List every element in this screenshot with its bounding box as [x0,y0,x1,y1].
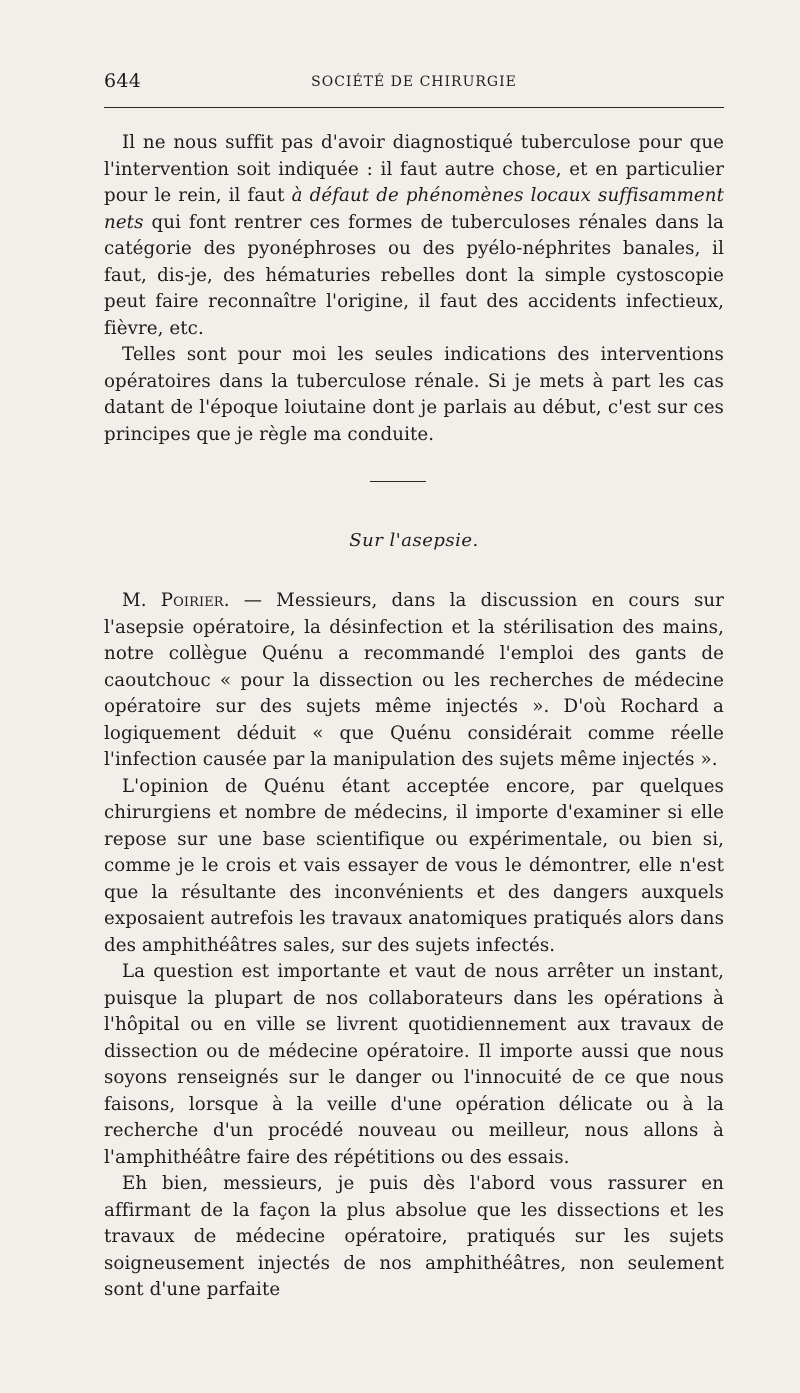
page-header [104,68,724,98]
header-rule [104,107,724,108]
paragraph: La question est importante et vaut de nous arrêter un instant, puisque la plupart de nos collaborateurs dans les opérations à l'hôpital ou en ville se livrent quotidiennement aux travaux de dissection ou de médecine opératoire. Il importe aussi que nous soyons renseignés sur le danger ou l'innocuité de ce que nous faisons, lorsque à la veille d'une opération délicate ou à la recherche d'un procédé nouveau ou meilleur, nous allons à l'amphithéâtre faire des répétitions ou des essais. [104,961,724,1168]
speaker-name: M. Poirier. [122,590,230,611]
section-divider [370,481,426,482]
paragraph [104,130,724,342]
paragraph [104,588,724,774]
text-block-asepsis [104,588,724,1304]
paragraph-text: qui font rentrer ces formes de tuberculoses rénales dans la catégorie des pyonéphroses ou des pyélo-néphrites banales, il faut, dis-je, des hématuries rebelles dont la simple cystoscopie peut faire reconnaître l'origine, il faut des accidents infectieux, fièvre, etc. [104,211,724,339]
emphasis-text: à défaut de phénomènes locaux suffisamment nets [104,185,725,233]
text-block-renal-tuberculosis [104,130,724,448]
paragraph-text: — Messieurs, dans la discussion en cours sur l'asepsie opératoire, la désinfection et la stérilisation des mains, notre collègue Quénu a recommandé l'emploi des gants de caoutchouc « pour la dissection ou les recherches de médecine opératoire sur des sujets même injectés ». D'où Rochard a logiquement déduit « que Quénu considérait comme réelle l'infection causée par la manipulation des sujets même injectés ». [104,590,724,770]
paragraph: Telles sont pour moi les seules indications des interventions opératoires dans la tuberculose rénale. Si je mets à part les cas datant de l'époque loiutaine dont je parlais au début, c'est sur ces principes que je règle ma conduite. [104,344,724,445]
running-head: SOCIÉTÉ DE CHIRURGIE [311,74,517,90]
page-number: 644 [104,70,142,92]
paragraph: Eh bien, messieurs, je puis dès l'abord vous rassurer en affirmant de la façon la plus absolue que les dissections et les travaux de médecine opératoire, pratiqués sur les sujets soigneusement injectés de nos amphithéâtres, non seulement sont d'une parfaite [104,1173,724,1300]
section-title: Sur l'asepsie. [349,530,479,551]
paragraph-text: Il ne nous suffit pas d'avoir diagnostiqué tuberculose pour que l'intervention soit indiquée : il faut autre chose, et en particulier pour le rein, il faut [104,132,724,206]
paragraph: L'opinion de Quénu étant acceptée encore, par quelques chirurgiens et nombre de médecins, il importe d'examiner si elle repose sur une base scientifique ou expérimentale, ou bien si, comme je le crois et vais essayer de vous le démontrer, elle n'est que la résultante des inconvénients et des dangers auxquels exposaient autrefois les travaux anatomiques pratiqués alors dans des amphithéâtres sales, sur des sujets infectés. [104,775,724,956]
